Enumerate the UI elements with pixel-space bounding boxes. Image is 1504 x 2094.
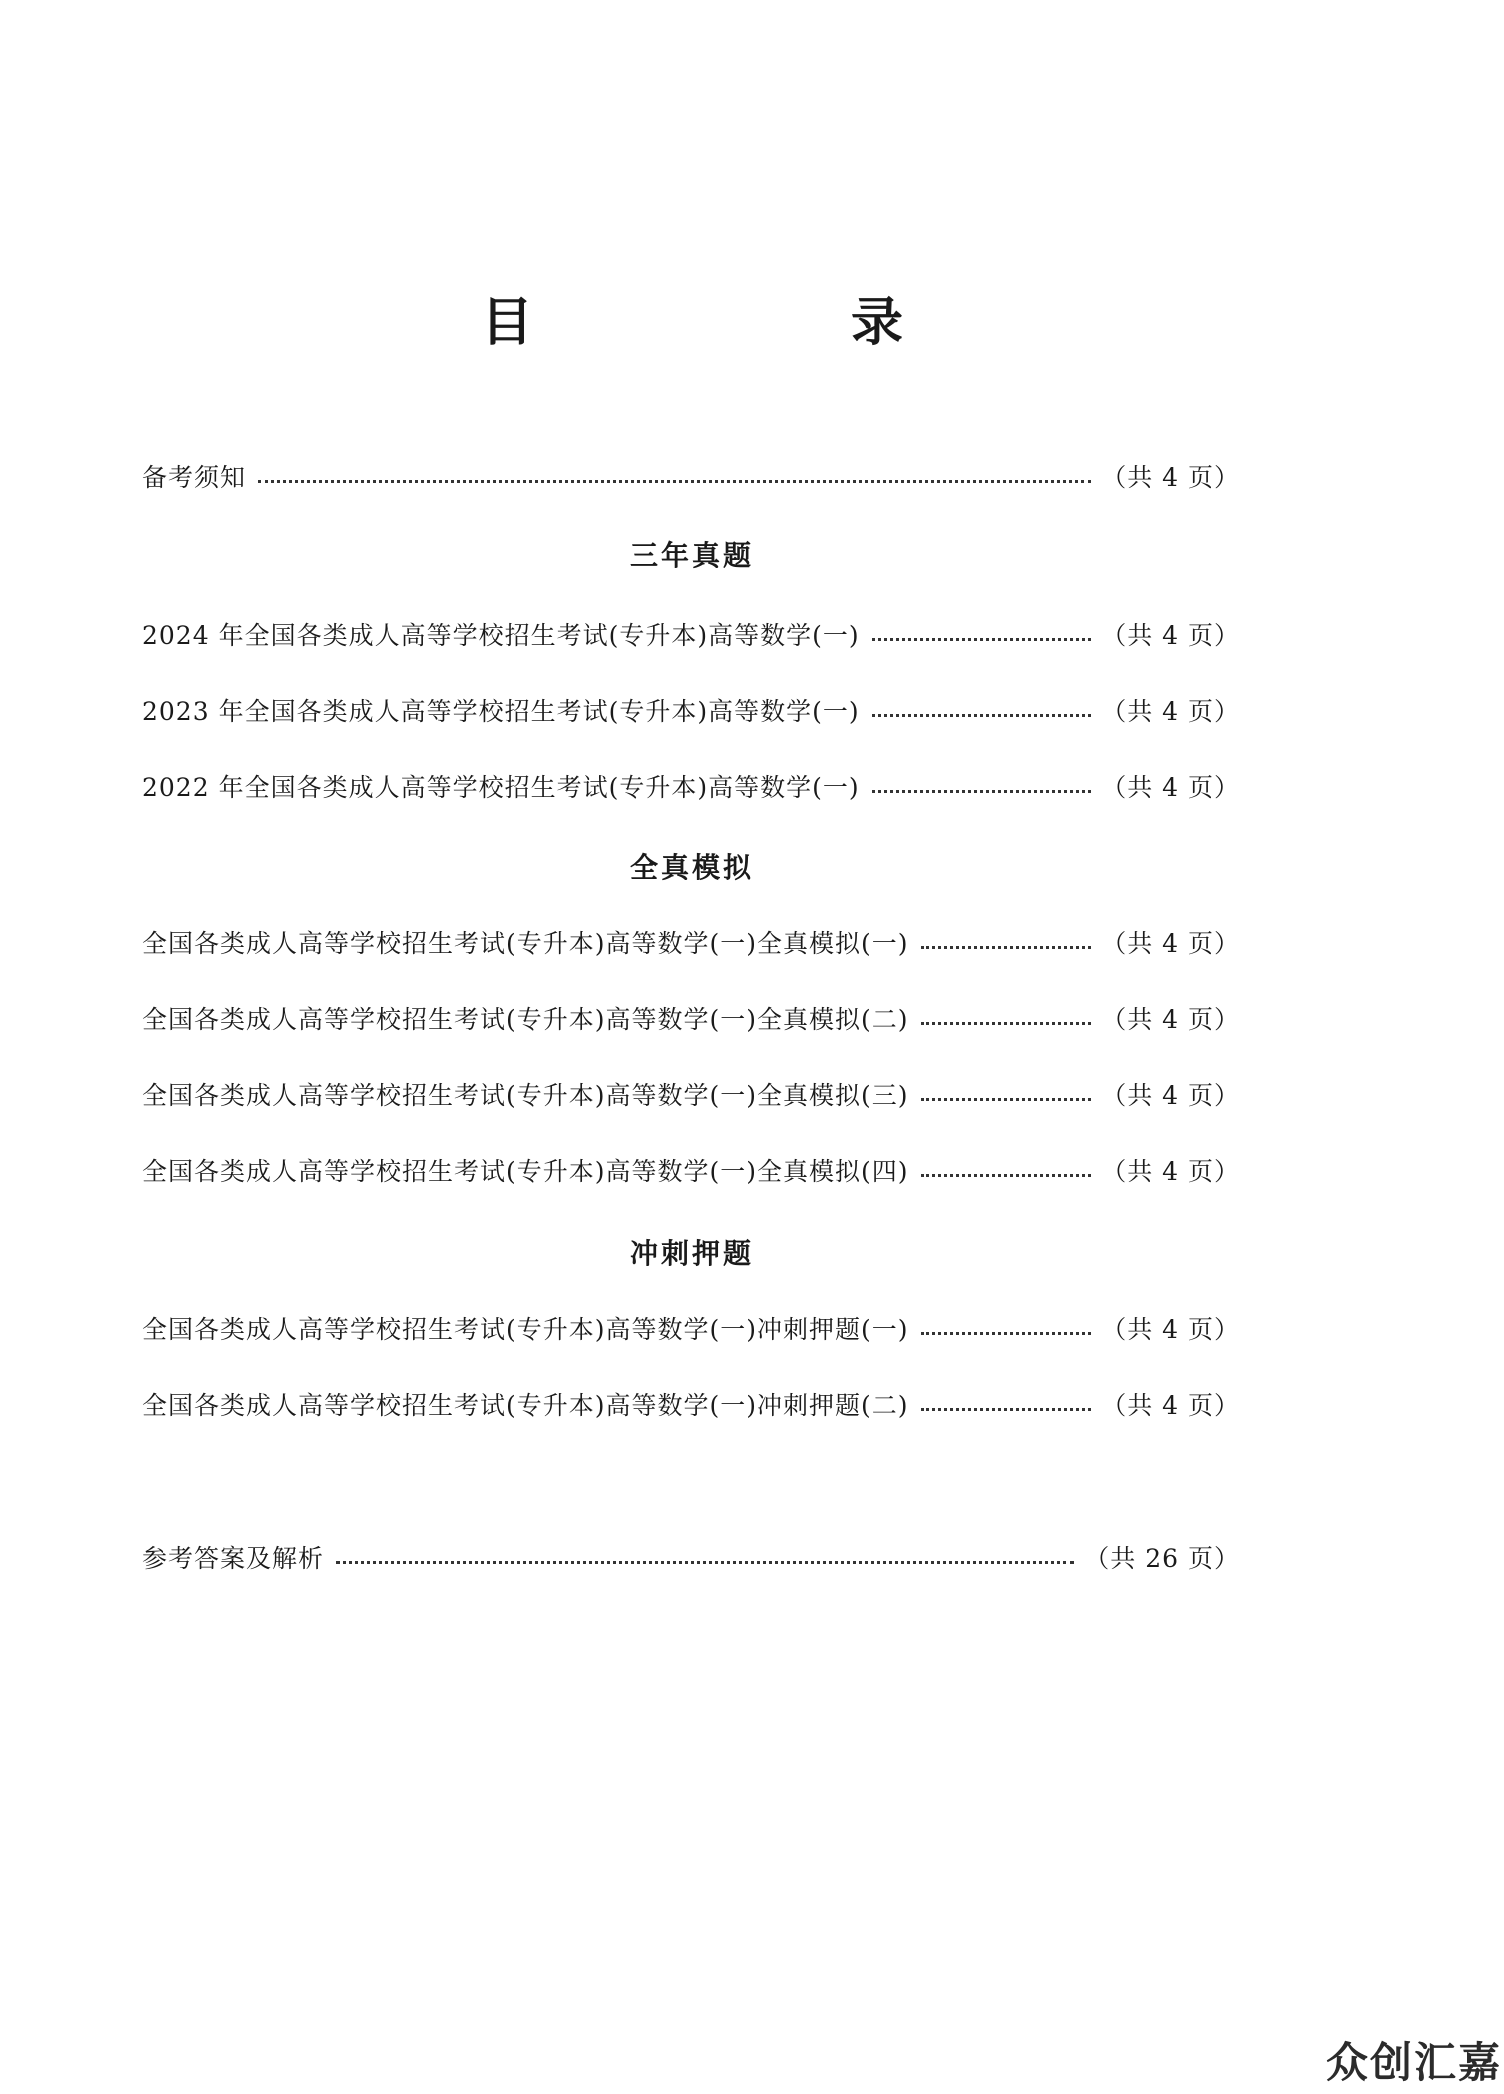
toc-entry-text: 2024 年全国各类成人高等学校招生考试(专升本)高等数学(一) [142, 621, 860, 650]
dot-leader [921, 1384, 1092, 1424]
watermark-logo: 众创汇嘉 [1325, 2038, 1502, 2087]
toc-entry[interactable] [142, 690, 1240, 730]
dot-leader [872, 766, 1092, 806]
toc-entry-pages: （共 4 页） [1101, 773, 1240, 802]
toc-entry-text: 全国各类成人高等学校招生考试(专升本)高等数学(一)全真模拟(一) [142, 929, 909, 958]
dot-leader [872, 614, 1092, 654]
toc-entry-pages: （共 4 页） [1101, 463, 1240, 492]
toc-entry[interactable] [142, 766, 1240, 806]
toc-entry-answers[interactable] [142, 1537, 1240, 1577]
section-heading-final-sprint: 冲刺押题 [629, 1237, 754, 1270]
toc-entry-text: 全国各类成人高等学校招生考试(专升本)高等数学(一)全真模拟(二) [142, 1005, 909, 1034]
toc-entry[interactable] [142, 1308, 1240, 1348]
toc-entry-intro[interactable] [142, 456, 1240, 496]
section-heading-mock-exams: 全真模拟 [629, 851, 754, 884]
toc-entry[interactable] [142, 614, 1240, 654]
toc-entry[interactable] [142, 1150, 1240, 1190]
section-heading-real-exams: 三年真题 [629, 539, 754, 572]
toc-entry-pages: （共 4 页） [1101, 1081, 1240, 1110]
toc-entry-pages: （共 4 页） [1101, 1315, 1240, 1344]
toc-entry-pages: （共 26 页） [1084, 1544, 1240, 1573]
toc-entry-pages: （共 4 页） [1101, 1157, 1240, 1186]
toc-entry[interactable] [142, 998, 1240, 1038]
toc-entry-text: 全国各类成人高等学校招生考试(专升本)高等数学(一)全真模拟(三) [142, 1081, 909, 1110]
dot-leader [921, 998, 1092, 1038]
page-title: 目 录 [480, 293, 1054, 353]
toc-entry-text: 全国各类成人高等学校招生考试(专升本)高等数学(一)全真模拟(四) [142, 1157, 909, 1186]
toc-entry-text: 2023 年全国各类成人高等学校招生考试(专升本)高等数学(一) [142, 697, 860, 726]
toc-entry[interactable] [142, 1074, 1240, 1114]
toc-entry-text: 参考答案及解析 [142, 1544, 325, 1573]
toc-entry[interactable] [142, 922, 1240, 962]
toc-entry-text: 备考须知 [142, 463, 247, 492]
toc-entry-text: 2022 年全国各类成人高等学校招生考试(专升本)高等数学(一) [142, 773, 860, 802]
dot-leader [921, 1150, 1092, 1190]
dot-leader [921, 1308, 1092, 1348]
dot-leader [921, 1074, 1092, 1114]
toc-entry[interactable] [142, 1384, 1240, 1424]
toc-entry-pages: （共 4 页） [1101, 1005, 1240, 1034]
toc-entry-pages: （共 4 页） [1101, 929, 1240, 958]
toc-entry-pages: （共 4 页） [1101, 621, 1240, 650]
dot-leader [258, 456, 1091, 496]
toc-entry-text: 全国各类成人高等学校招生考试(专升本)高等数学(一)冲刺押题(一) [142, 1315, 909, 1344]
toc-entry-text: 全国各类成人高等学校招生考试(专升本)高等数学(一)冲刺押题(二) [142, 1391, 909, 1420]
toc-entry-pages: （共 4 页） [1101, 1391, 1240, 1420]
dot-leader [921, 922, 1092, 962]
toc-entry-pages: （共 4 页） [1101, 697, 1240, 726]
dot-leader [336, 1537, 1074, 1577]
dot-leader [872, 690, 1092, 730]
